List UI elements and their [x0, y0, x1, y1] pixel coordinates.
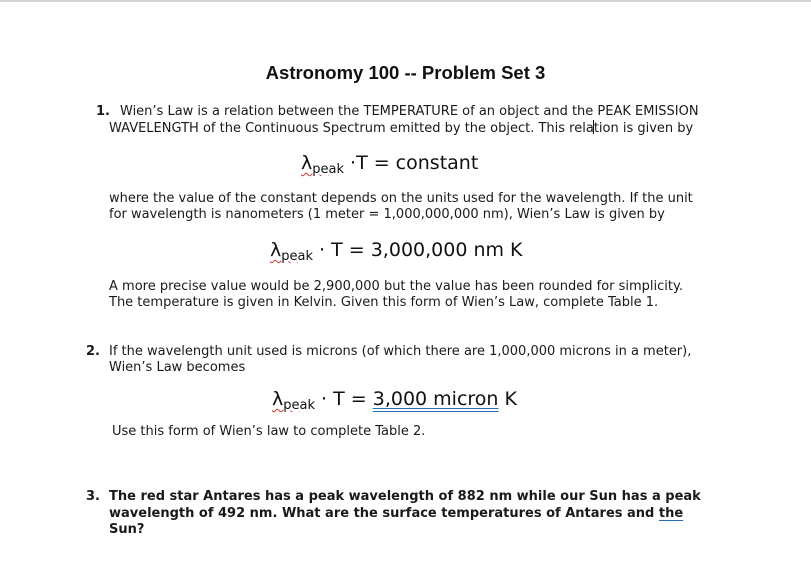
problem-3-number: 3. [86, 489, 100, 504]
page-top-border [0, 0, 811, 2]
problem-1-line-2-end: tion is given by [593, 121, 694, 136]
problem-2-instruction: Use this form of Wien’s law to complete Table 2. [112, 424, 426, 439]
problem-1-para-3-line-1: A more precise value would be 2,900,000 but the value has been rounded for simplicity. [109, 279, 683, 294]
equation-wien-constant [301, 152, 478, 177]
problem-1-line-2 [109, 120, 693, 137]
problem-1-line-2-start: WAVELENGTH of the Continuous Spectrum emitted by the object. This rela [109, 121, 594, 136]
equation-wien-micron [272, 388, 517, 413]
problem-1-number: 1. [96, 104, 110, 119]
problem-2-number: 2. [86, 344, 100, 359]
lambda-peak-symbol: $\lambda_{peak}$ [272, 388, 315, 413]
problem-3-line-2 [109, 506, 683, 522]
problem-3-line-2-start: wavelength of 492 nm. What are the surface temperatures of Antares and [109, 506, 659, 521]
problem-1-para-2-line-1: where the value of the constant depends on the units used for the wavelength. If the unit [109, 191, 693, 206]
lambda-peak-symbol: $\lambda_{peak}$ [301, 152, 344, 177]
equation-mid: · T = [315, 388, 373, 410]
problem-2-line-1: If the wavelength unit used is microns (of which there are 1,000,000 microns in a meter), [109, 344, 692, 359]
lambda-peak-symbol: $\lambda_{peak}$ [270, 239, 313, 264]
equation-rest: ·T = constant [344, 152, 479, 174]
problem-1-para-3-line-2: The temperature is given in Kelvin. Given this form of Wien’s Law, complete Table 1. [109, 295, 659, 310]
problem-3-underlined-word: the [658, 506, 684, 521]
problem-3-line-3: Sun? [109, 522, 145, 537]
problem-1-line-1: Wien’s Law is a relation between the TEMPERATURE of an object and the PEAK EMISSION [120, 104, 699, 119]
equation-unit: K [498, 388, 517, 410]
equation-rest: · T = 3,000,000 nm K [313, 239, 523, 261]
equation-value-underlined: 3,000 micron [372, 388, 499, 410]
equation-wien-nm [270, 239, 523, 264]
problem-1-para-2-line-2: for wavelength is nanometers (1 meter = 1,000,000,000 nm), Wien’s Law is given by [109, 207, 665, 222]
page-title: Astronomy 100 -- Problem Set 3 [265, 62, 546, 83]
problem-2-line-2: Wien’s Law becomes [109, 360, 246, 375]
problem-3-line-1: The red star Antares has a peak wavelength of 882 nm while our Sun has a peak [109, 489, 701, 504]
